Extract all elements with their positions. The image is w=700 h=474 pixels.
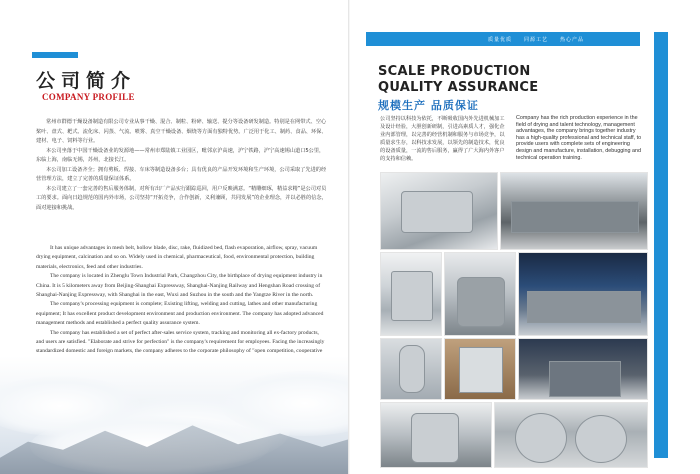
paragraph-en: The company's processing equipment is complete; Existing lifting, welding and cutting, lathes and other manufacturing equipment; It has excellent product development environment and production environment. The company has adopted advanced management methods and established a perfect quality assurance system. — [36, 301, 324, 327]
machine — [401, 191, 473, 233]
paragraph-cn: 本公司加工设备齐全；拥有剪板、焊接、车床等制造设备多台；具有优良的产品开发环境和生产环境，公司采取了先进的经营管理方法，建立了完善的质量保证体系。 — [36, 166, 327, 182]
page-title-en: COMPANY PROFILE — [42, 92, 135, 102]
machine — [457, 277, 505, 327]
machine — [549, 361, 621, 397]
paragraph-cn: 本公司建立了一套完善的售后服务体制，对所有出厂产品实行跟踪巡回，用户反映满意。“精雕细琢，精益求精”是公司对员工的要求。面向日趋规范的国内外市场，公司坚持“开拓竞争，合作创新，义利兼顾，共同发展”的企业理念，并以必胜的信念，面对迎接和挑战。 — [36, 185, 327, 211]
machine — [527, 291, 641, 323]
factory-photo-tank — [444, 252, 516, 336]
body-text-cn: 公司坚持以科技为依托，不断吸收国内外先进机械加工及设计经验，大胆创新研制，引进高素质人才，强化企业内部管理，以完善的经营机制和服务与市场竞争，以质量求生存，以科技求发展，以领先的制造技术，优良的设备质量，一流的售后服务，赢得了广大海内外客户的支持和信赖。 — [380, 116, 505, 162]
factory-photo-double-cone-mixer — [494, 402, 648, 468]
machine — [575, 415, 627, 463]
paragraph-cn: 常州市群德干燥设备制造有限公司专业从事干燥、混合、制粒、粉碎、输送、提分等设备研发制造。特别是在网带式、空心桨叶、盘式、耙式、流化床、闪蒸、气流、喷雾、真空干燥设备、烟烧等方面有独特优势。广泛用于化工、制药、食品、环保、建材、电子、饲料等行业。 — [36, 119, 327, 144]
paragraph-cn: 本公司坐落于中国干燥设备业的发源地——常州市郑陆镇工业园区，毗邻京沪高速，沪宁铁路，沪宁高速锡山道口5公里，东临上海，南临无锡，苏州，北接长江。 — [36, 147, 325, 163]
side-strip — [654, 32, 668, 458]
factory-photo-granulator — [380, 402, 492, 468]
profile-text-cn — [36, 118, 328, 213]
factory-photo-tray — [444, 338, 516, 400]
tag-text: 质量优质 同源工艺 热心产品 — [488, 37, 585, 43]
factory-photo-belt-dryer — [518, 252, 648, 336]
factory-photo-dryer — [380, 172, 498, 250]
machine — [515, 413, 567, 463]
heading-en-line-1: SCALE PRODUCTION — [378, 64, 531, 79]
heading-en-line-2: QUALITY ASSURANCE — [378, 80, 539, 95]
machine — [459, 347, 503, 393]
machine — [511, 201, 639, 233]
accent-bar — [32, 52, 78, 58]
factory-photo-spray-dryer — [380, 338, 442, 400]
machine — [391, 271, 433, 321]
machine — [411, 413, 459, 463]
paragraph-en: The company is located in Zhenglu Town Industrial Park, Changzhou City, the birthplace of drying equipment industry in China. It is 5 kilometers away from Beijing-Shanghai Expressway, Shanghai-Nanjing Railway and Hengshan Road crossing of Shanghai-Nanjing Expressway, with Shanghai in the east, Wuxi and Suzhou in the south and the Yangtze River in the north. — [36, 273, 323, 299]
paragraph-en: The company has established a set of perfect after-sales service system, tracking and monitoring all ex-factory products, and users are satisfied. "Elaborate and strive for perfection" is the company's requirement for employees. Facing the increasingly standardized domestic and foreign markets, the company adheres to the corporate philosophy of "open competition, cooperative — [36, 329, 325, 355]
factory-photo-workshop — [500, 172, 648, 250]
factory-photo-vacuum-dryer — [380, 252, 442, 336]
body-text-en: Company has the rich production experience in the field of drying and talent technology, management advantages, the company brings together industry has a high-quality professional and technical staff, to provide users with complete sets of engineering design and manufacture, installation, debugging and technical operation training. — [516, 115, 642, 161]
factory-photo-hall — [518, 338, 648, 400]
heading-cn: 规模生产 品质保证 — [378, 99, 479, 112]
paragraph-en: It has unique advantages in mesh belt, hollow blade, disc, rake, fluidized bed, flash evaporation, airflow, spray, vacuum drying equipment, calcination and so on. Widely used in chemical, pharmaceutical, food, environmental protection, building materials, electronics, feed and other industries. — [36, 245, 318, 270]
page-title-cn: 公司简介 — [36, 70, 137, 92]
machine — [399, 345, 425, 393]
